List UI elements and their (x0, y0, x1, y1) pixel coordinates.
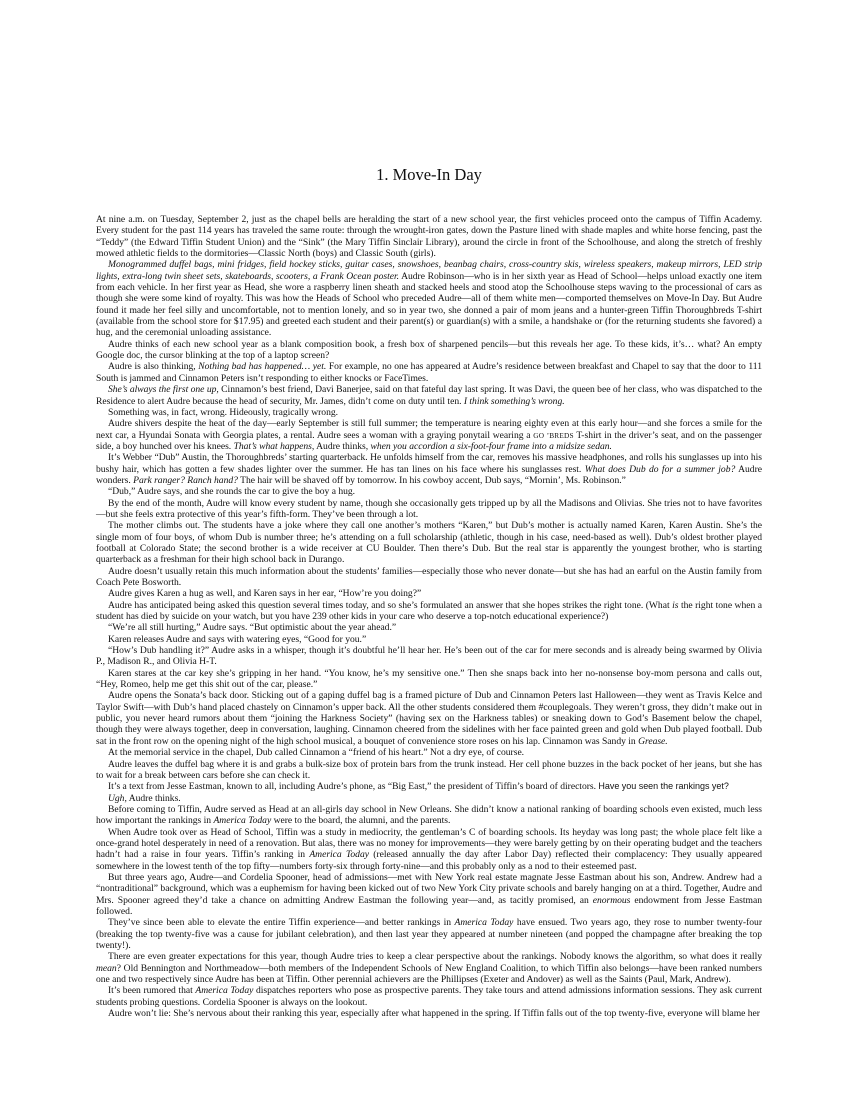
text-run: They’ve since been able to elevate the entire Tiffin experience—and better rankings in (108, 917, 455, 929)
body-paragraph (96, 339, 762, 362)
text-run: Audre thinks, (314, 440, 371, 452)
italic-text: She’s always the first one up, (108, 384, 219, 396)
body-paragraph (96, 985, 762, 1008)
body-paragraph (96, 566, 762, 589)
italic-text: Ugh, (108, 792, 127, 804)
body-paragraph (96, 759, 762, 782)
body-paragraph (96, 781, 762, 792)
italic-text: enormous (592, 894, 631, 906)
text-run: It’s Webber “Dub” Austin, the Thoroughbreds’ starting quarterback. He unfolds himself from the car, removes his massive headphones, and rolls his sunglasses up into his bushy hair, which has gotten a few shades lighter over the summer. He has tan lines on his face where his sunglasses rest. (96, 452, 762, 475)
italic-text: America Today (195, 985, 254, 997)
italic-text: is (672, 599, 679, 611)
text-run: ? Old Bennington and Northmeadow—both members of the Independent Schools of New England Coalition, to which Tiffin also belongs—have been ranked numbers one and two respectively since Audre has been at Tiffin. Other perennial achievers are the Phillipses (Exeter and Andover) as well as the Saints (Paul, Mark, Andrew). (96, 962, 762, 986)
text-run: Audre gives Karen a hug as well, and Karen says in her ear, “How’re you doing?” (108, 588, 422, 600)
italic-text: Monogrammed duffel bags, mini fridges, field hockey sticks, guitar cases, snowshoes, beanbag chairs, cross-country skis, wireless speakers, makeup mirrors, LED strip lights, extra-long twin sheet sets, skateboards, scooters, a Frank Ocean poster. (96, 259, 762, 282)
text-run: But three years ago, Audre—and Cordelia Spooner, head of admissions—met with New York real estate magnate Jesse Eastman about his son, Andrew. Andrew had a “nontraditional” background, which was a euphemism for having been kicked out of two New York City private schools and barely hanging on at a third. Together, Audre and Mrs. Spooner agreed they’d take a chance on admitting Andrew Eastman the following year—and, as tacitly promised, an (96, 871, 762, 906)
body-paragraph (96, 214, 762, 259)
text-run: Audre is also thinking, (108, 361, 199, 373)
text-message: Have you seen the rankings yet? (598, 781, 729, 792)
text-run: Audre thinks of each new school year as a blank composition book, a fresh box of sharpened pencils—but this reveals her age. To these kids, it’s… what? An empty Google doc, the cursor blinking at the top of a laptop screen? (96, 338, 762, 362)
italic-text: mean (96, 962, 117, 974)
text-run: By the end of the month, Audre will know every student by name, though she occasionally gets tripped up by all the Madisons and Olivias. She tries not to have favorites—but she feels extra protective of this year’s fifth-form. They’ve been through a lot. (96, 497, 762, 520)
text-run: Karen stares at the car key she’s gripping in her hand. “You know, he’s my sensitive one.” Then she snaps back into her no-nonsense boy-mom persona and calls out, “Hey, Romeo, help me get this shit out of the car, please.” (96, 667, 762, 691)
italic-text: Park ranger? Ranch hand? (133, 474, 238, 486)
body-paragraph (96, 690, 762, 747)
body-paragraph (96, 793, 762, 804)
text-run: When Audre took over as Head of School, Tiffin was a study in mediocrity, the gentleman’s C of boarding schools. Its heyday was long past; the whole place felt like a once-grand hotel desperately in need of a renovation. But alas, there was no money for improvements—they were barely getting by on their operating budget and the teachers hadn’t had a raise in four years. Tiffin’s ranking in (96, 826, 762, 861)
body-paragraph (96, 668, 762, 691)
text-run: Audre has anticipated being asked this question several times today, and so she’s formulated an answer that she hopes strikes the right tone. (What (108, 599, 673, 611)
italic-text: when you accordion a six-foot-four frame into a midsize sedan. (370, 440, 612, 452)
body-paragraph (96, 259, 762, 338)
italic-text: What does Dub do for a summer job? (584, 463, 736, 475)
body-paragraph (96, 645, 762, 668)
body-paragraph (96, 951, 762, 985)
text-run: Cinnamon’s best friend, Davi Banerjee, said on that fateful day last spring. It was Davi, the queen bee of her class, who was dispatched to the Residence to alert Audre because the head of security, Mr. James, didn’t come on duty until ten. (96, 384, 762, 407)
text-run: It’s a text from Jesse Eastman, known to all, including Audre’s phone, as “Big East,” the president of Tiffin’s board of directors. (108, 781, 599, 793)
text-run: The mother climbs out. The students have a joke where they call one another’s mothers “Karen,” but Dub’s mother is actually named Karen, Karen Austin. She’s the single mom of four boys, of whom Dub is number three; he’s attending on a full scholarship (athletic, though in his case, need-based as well). Dub’s oldest brother played football at Colorado State; the second brother is a wide receiver at CU Boulder. Then there’s Dub. But the real star is apparently the youngest brother, who is starting quarterback as a freshman for their high school back in Durango. (96, 520, 762, 566)
body-paragraph (96, 498, 762, 521)
body-paragraph (96, 520, 762, 565)
body-paragraph (96, 384, 762, 407)
italic-text: America Today (213, 815, 272, 827)
text-run: Audre shivers despite the heat of the day—early September is still full summer; the temperature is nearing eighty even at this early hour—and she forces a smile for the next car, a Hyundai Sonata with Georgia plates, a rental. Audre sees a woman with a graying ponytail wearing a (96, 418, 762, 441)
body-paragraph (96, 634, 762, 645)
text-run: Karen releases Audre and says with watering eyes, “Good for you.” (108, 633, 367, 645)
text-run: At nine a.m. on Tuesday, September 2, just as the chapel bells are heralding the start of a new school year, the first vehicles proceed onto the campus of Tiffin Academy. Every student for the past 114 years has traveled the same route: through the wrought-iron gates, down the Pasture lined with shade maples and white horse fencing, past the “Teddy” (the Edward Tiffin Student Union) and the “Sink” (the Mary Tiffin Sinclair Library), around the circle in front of the Schoolhouse, and along the stretch of freshly mowed athletic fields to the dormitories—Classic North (boys) and Classic South (girls). (96, 214, 762, 260)
body-paragraph (96, 622, 762, 633)
text-run: Before coming to Tiffin, Audre served as Head at an all-girls day school in New Orleans. She didn’t know a national ranking of boarding schools even existed, much less how important the rankings in (96, 803, 762, 827)
text-run: Audre won’t lie: She’s nervous about their ranking this year, especially after what happened in the spring. If Tiffin falls out of the top twenty-five, everyone will blame her (108, 1008, 760, 1020)
text-run: Audre Robinson—who is in her sixth year as Head of School—helps unload exactly one item from each vehicle. In her first year as Head, she wore a raspberry linen sheath and stacked heels and stood atop the Schoolhouse steps waving to the processional of cars as though she were some kind of royalty. This was how the Heads of School who preceded Audre—all of them white men—comported themselves on Move-In Day. But Audre found it made her feel silly and uncomfortable, not to mention lonely, and so in year two, she donned a pair of mom jeans and a hunter-green Tiffin Thoroughbreds T-shirt (available from the school store for $17.95) and greeted each student and their parent(s) or guardian(s) with a smile, a handshake or (for the returning students she favored) a hug, and the ceremonial unloading assistance. (96, 270, 762, 339)
text-run: “We’re all still hurting,” Audre says. “But optimistic about the year ahead.” (108, 622, 397, 634)
body-paragraph (96, 1008, 762, 1019)
text-run: The hair will be shaved off by tomorrow. In his cowboy accent, Dub says, “Mornin’, Ms. Robinson.” (237, 474, 626, 486)
text-run: T-shirt in the driver’s seat, and on the passenger side, a boy hunched over his knees. (96, 429, 762, 452)
text-run: dispatches reporters who pose as prospective parents. They take tours and attend admissions information sessions. They ask current students probing questions. Cordelia Spooner is always on the lookout. (96, 985, 762, 1008)
italic-text: America Today (309, 849, 369, 861)
text-run: For example, no one has appeared at Audre’s residence between breakfast and Chapel to say that the door to 111 South is jammed and Cinnamon Peters isn’t responding to either knocks or FaceTimes. (96, 361, 762, 384)
body-paragraph (96, 872, 762, 917)
text-run: Something was, in fact, wrong. Hideously, tragically wrong. (108, 406, 339, 418)
body-paragraph (96, 418, 762, 452)
body-paragraph (96, 747, 762, 758)
body-paragraph (96, 361, 762, 384)
text-run: There are even greater expectations for this year, though Audre tries to keep a clear perspective about the rankings. Nobody knows the algorithm, so what does it really (108, 951, 762, 963)
italic-text: America Today (454, 917, 514, 929)
body-paragraph (96, 804, 762, 827)
text-run: “Dub,” Audre says, and she rounds the car to give the boy a hug. (108, 486, 356, 498)
text-run: It’s been rumored that (108, 985, 196, 997)
text-run: At the memorial service in the chapel, Dub called Cinnamon a “friend of his heart.” Not a dry eye, of course. (108, 747, 525, 759)
text-run: the right tone when a student has died by suicide on your watch, but you have 239 other kids in your care who deserve a top-notch educational experience?) (96, 599, 762, 623)
italic-text: I think something’s wrong. (463, 395, 565, 407)
body-paragraph (96, 452, 762, 486)
body-paragraph (96, 407, 762, 418)
text-run: Audre opens the Sonata’s back door. Sticking out of a gaping duffel bag is a framed picture of Dub and Cinnamon Peters last Halloween—they went as Travis Kelce and Taylor Swift—with Dub’s hand placed chastely on Cinnamon’s upper back. All the other students considered them #couplegoals. They weren’t gross, they didn’t make out in public, you never heard rumors about them “joining the Harkness Society” (having sex on the Harkness tables) or sneaking down to God’s Basement below the chapel, though they were always together, deep in conversation, laughing. Cinnamon cheered from the sidelines with her face painted green and gold when Dub played football. Dub sat in the front row on the opening night of the high school musical, a bouquet of convenience store roses on his lap. Cinnamon was Sandy in (96, 690, 762, 747)
body-paragraph (96, 917, 762, 951)
text-run: Audre leaves the duffel bag where it is and grabs a bulk-size box of protein bars from the trunk instead. Her cell phone buzzes in the back pocket of her jeans, but she has to wait for a break between cars before she can check it. (96, 758, 762, 781)
italic-text: Nothing bad has happened… yet. (198, 361, 327, 373)
text-run: endowment from Jesse Eastman followed. (96, 894, 762, 917)
chapter-body (96, 214, 762, 1019)
text-run: Audre thinks. (126, 792, 181, 804)
text-run: (released annually the day after Labor Day) reflected their complacency: They usually appeared somewhere in the lowest tenth of the top fifty—numbers forty-six through forty-nine—and this probably only as a nod to their esteemed past. (96, 849, 762, 872)
text-run: have ensued. Two years ago, they rose to number twenty-four (breaking the top twenty-five was a cause for jubilant celebration), and then last year they appeared at number nineteen (and popped the champagne after breaking the top twenty!). (96, 917, 762, 951)
body-paragraph (96, 600, 762, 623)
body-paragraph (96, 588, 762, 599)
text-run: Audre doesn’t usually retain this much information about the students’ families—especially those who never donate—but she has had an earful on the Austin family from Coach Pete Bosworth. (96, 565, 762, 588)
chapter-title: 1. Move-In Day (376, 165, 482, 184)
text-run: Audre wonders. (96, 463, 762, 486)
italic-text: Grease. (638, 735, 668, 747)
body-paragraph (96, 486, 762, 497)
body-paragraph (96, 827, 762, 872)
text-run: “How’s Dub handling it?” Audre asks in a whisper, though it’s doubtful he’ll hear her. He’s been out of the car for mere seconds and is already being swarmed by Olivia P., Madison R., and Olivia H-T. (96, 645, 762, 668)
small-caps-text: GO ’BREDS (533, 430, 574, 440)
italic-text: That’s what happens, (233, 440, 315, 452)
text-run: were to the board, the alumni, and the parents. (271, 815, 451, 827)
